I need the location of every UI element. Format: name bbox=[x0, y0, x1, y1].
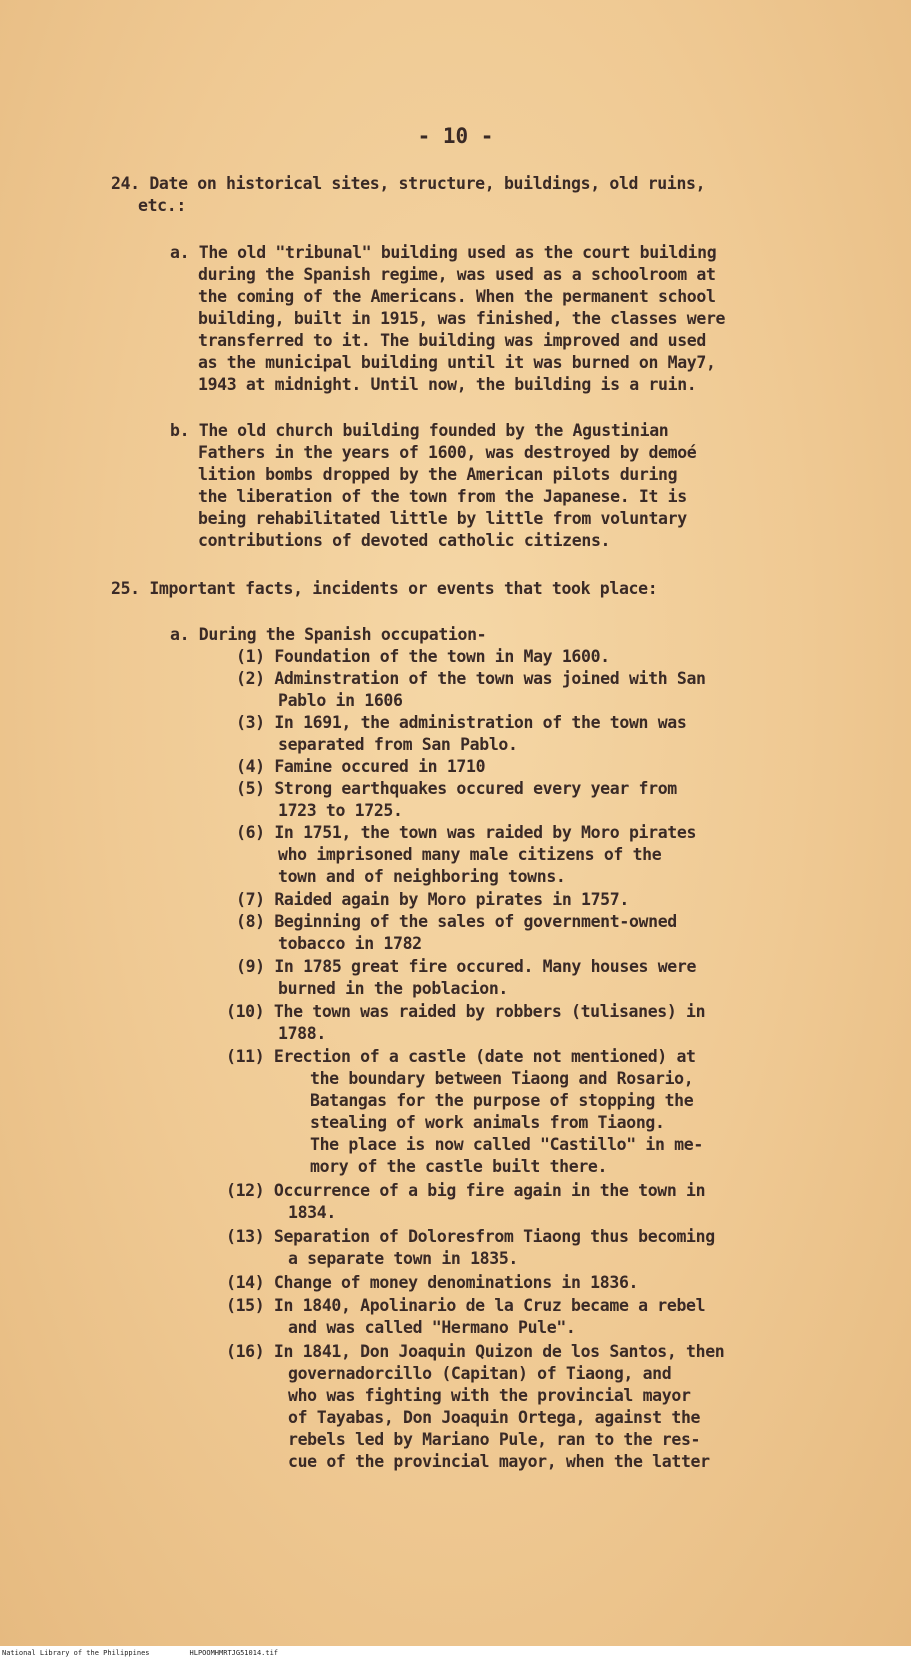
section-25-heading: 25. Important facts, incidents or events that took place: bbox=[111, 579, 658, 598]
event-item-5-cont: 1723 to 1725. bbox=[278, 801, 403, 820]
event-item-16-cont: governadorcillo (Capitan) of Tiaong, and bbox=[288, 1364, 672, 1383]
event-item-6-cont: who imprisoned many male citizens of the bbox=[278, 845, 662, 864]
event-item-10: (10) The town was raided by robbers (tulisanes) in bbox=[226, 1002, 706, 1021]
event-item-6-cont: town and of neighboring towns. bbox=[278, 867, 566, 886]
section-24a-line: during the Spanish regime, was used as a schoolroom at bbox=[198, 265, 716, 284]
event-item-8-cont: tobacco in 1782 bbox=[278, 934, 422, 953]
event-item-2-cont: Pablo in 1606 bbox=[278, 691, 403, 710]
section-24-heading-line-2: etc.: bbox=[138, 196, 186, 215]
event-item-12: (12) Occurrence of a big fire again in the town in bbox=[226, 1181, 706, 1200]
event-item-1: (1) Foundation of the town in May 1600. bbox=[236, 647, 610, 666]
event-item-13: (13) Separation of Doloresfrom Tiaong thus becoming bbox=[226, 1227, 715, 1246]
scan-footer bbox=[2, 1649, 318, 1657]
section-24a-line: a. The old "tribunal" building used as the court building bbox=[170, 243, 717, 262]
section-24a-line: as the municipal building until it was burned on May7, bbox=[198, 353, 716, 372]
event-item-2: (2) Adminstration of the town was joined with San bbox=[236, 669, 706, 688]
section-24a-line: transferred to it. The building was improved and used bbox=[198, 331, 706, 350]
event-item-13-cont: a separate town in 1835. bbox=[288, 1249, 519, 1268]
event-item-10-cont: 1788. bbox=[278, 1024, 326, 1043]
event-item-7: (7) Raided again by Moro pirates in 1757. bbox=[236, 890, 629, 909]
event-item-11-cont: the boundary between Tiaong and Rosario, bbox=[310, 1069, 694, 1088]
event-item-3: (3) In 1691, the administration of the town was bbox=[236, 713, 687, 732]
event-item-4: (4) Famine occured in 1710 bbox=[236, 757, 486, 776]
event-item-16-cont: who was fighting with the provincial mayor bbox=[288, 1386, 691, 1405]
event-item-16: (16) In 1841, Don Joaquin Quizon de los Santos, then bbox=[226, 1342, 725, 1361]
section-24a-line: building, built in 1915, was finished, the classes were bbox=[198, 309, 726, 328]
footer-file-name: HLPOOMHMRTJG51014.tif bbox=[189, 1649, 279, 1657]
event-item-16-cont: rebels led by Mariano Pule, ran to the res- bbox=[288, 1430, 701, 1449]
event-item-11-cont: Batangas for the purpose of stopping the bbox=[310, 1091, 694, 1110]
section-24a-line: the coming of the Americans. When the permanent school bbox=[198, 287, 716, 306]
event-item-11: (11) Erection of a castle (date not mentioned) at bbox=[226, 1047, 696, 1066]
event-item-16-cont: of Tayabas, Don Joaquin Ortega, against the bbox=[288, 1408, 701, 1427]
section-24a-line: 1943 at midnight. Until now, the building is a ruin. bbox=[198, 375, 697, 394]
event-item-11-cont: stealing of work animals from Tiaong. bbox=[310, 1113, 665, 1132]
event-item-11-cont: The place is now called "Castillo" in me- bbox=[310, 1135, 703, 1154]
event-item-9: (9) In 1785 great fire occured. Many houses were bbox=[236, 957, 697, 976]
event-item-14: (14) Change of money denominations in 1836. bbox=[226, 1273, 639, 1292]
event-item-12-cont: 1834. bbox=[288, 1203, 336, 1222]
event-item-3-cont: separated from San Pablo. bbox=[278, 735, 518, 754]
event-item-15: (15) In 1840, Apolinario de la Cruz became a rebel bbox=[226, 1296, 706, 1315]
page-number: - 10 - bbox=[417, 124, 494, 148]
section-24b-line: contributions of devoted catholic citizens. bbox=[198, 531, 611, 550]
footer-library-name: National Library of the Philippines bbox=[2, 1649, 150, 1657]
event-item-15-cont: and was called "Hermano Pule". bbox=[288, 1318, 576, 1337]
section-24b-line: the liberation of the town from the Japanese. It is bbox=[198, 487, 687, 506]
event-item-6: (6) In 1751, the town was raided by Moro pirates bbox=[236, 823, 697, 842]
event-item-9-cont: burned in the poblacion. bbox=[278, 979, 509, 998]
section-24-heading-line-1: 24. Date on historical sites, structure, buildings, old ruins, bbox=[111, 174, 706, 193]
section-24b-line: b. The old church building founded by the Agustinian bbox=[170, 421, 669, 440]
section-25a-heading: a. During the Spanish occupation- bbox=[170, 625, 487, 644]
section-24b-line: Fathers in the years of 1600, was destroyed by demoé bbox=[198, 443, 697, 462]
event-item-11-cont: mory of the castle built there. bbox=[310, 1157, 608, 1176]
event-item-5: (5) Strong earthquakes occured every year from bbox=[236, 779, 677, 798]
section-24b-line: being rehabilitated little by little from voluntary bbox=[198, 509, 687, 528]
event-item-8: (8) Beginning of the sales of government-owned bbox=[236, 912, 677, 931]
section-24b-line: lition bombs dropped by the American pilots during bbox=[198, 465, 678, 484]
event-item-16-cont: cue of the provincial mayor, when the latter bbox=[288, 1452, 710, 1471]
